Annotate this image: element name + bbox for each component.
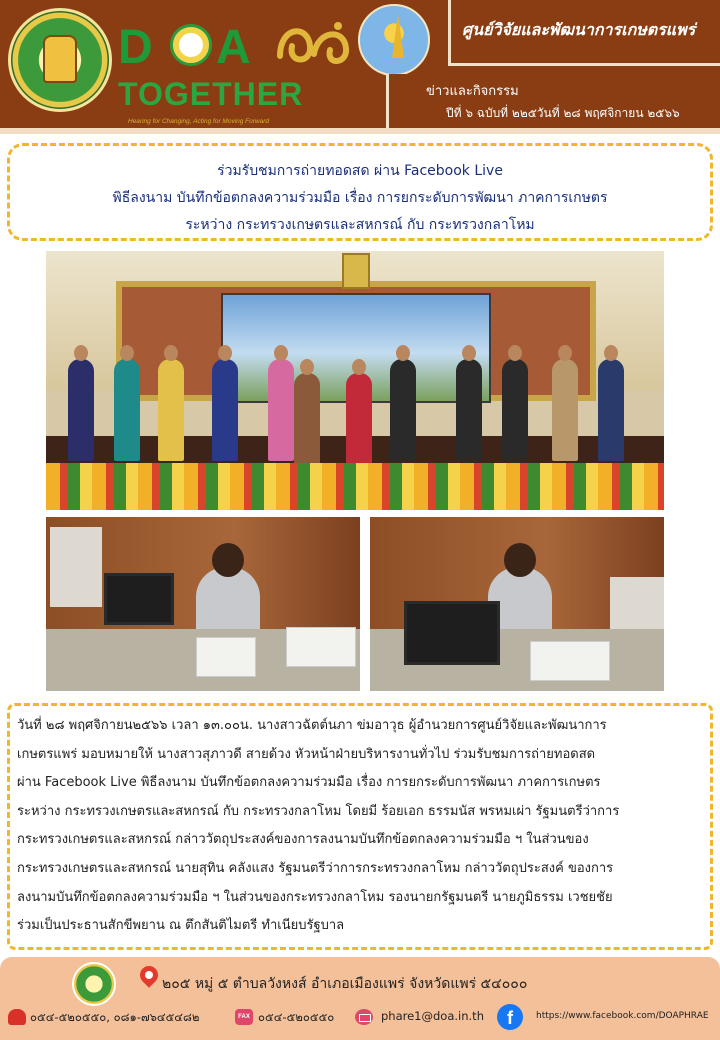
email-icon — [355, 1009, 373, 1025]
doa-seal-logo — [8, 8, 112, 112]
signing-ceremony-photo — [46, 251, 664, 510]
staff-watching-photo-2 — [370, 517, 664, 691]
brand-together: TOGETHER — [118, 76, 304, 112]
center-name: ศูนย์วิจัยและพัฒนาการเกษตรแพร่ — [462, 20, 696, 39]
royal-portrait — [342, 253, 370, 289]
headline-line: พิธีลงนาม บันทึกข้อตกลงความร่วมมือ เรื่อง การยกระดับการพัฒนา ภาคการเกษตร — [112, 190, 608, 206]
brand-d: D — [118, 21, 155, 74]
phone-numbers[interactable]: ๐๕๔-๕๒๐๕๕๐, ๐๘๑-๗๖๔๕๔๘๒ — [30, 1010, 200, 1024]
fax-icon: FAX — [235, 1009, 253, 1025]
brand-o-badge-icon — [170, 24, 212, 66]
article-line: วันที่ ๒๘ พฤศจิกายน๒๕๖๖ เวลา ๑๓.๐๐น. นางสาวฉัตต์นภา ข่มอาวุธ ผู้อำนวยการศูนย์วิจัยและพัฒนาการ — [17, 718, 607, 733]
staff-watching-photo-1 — [46, 517, 360, 691]
temple-pagoda-image — [358, 4, 430, 76]
headline-line: ร่วมรับชมการถ่ายทอดสด ผ่าน Facebook Live — [217, 163, 503, 179]
article-line: เกษตรแพร่ มอบหมายให้ นางสาวสุภาวดี สายด้วง หัวหน้าฝ่ายบริหารงานทั่วไป ร่วมรับชมการถ่ายทอดสด — [17, 746, 596, 762]
brand-a: A — [216, 21, 251, 74]
email-address[interactable]: phare1@doa.in.th — [381, 1009, 484, 1023]
article-line: กระทรวงเกษตรและสหกรณ์ นายสุทิน คลังแสง รัฐมนตรีว่าการกระทรวงกลาโหม กล่าววัตถุประสงค์ ของการ — [17, 860, 614, 876]
headline-box — [7, 143, 713, 241]
brand-tagline: Hearing for Changing, Acting for Moving Forward — [128, 118, 270, 125]
article-line: ระหว่าง กระทรวงเกษตรและสหกรณ์ กับ กระทรวงกลาโหม โดยมี ร้อยเอก ธรรมนัส พรหมเผ่า รัฐมนตรีว่าการ — [17, 803, 620, 819]
fax-number[interactable]: ๐๕๔-๕๒๐๕๕๐ — [258, 1010, 335, 1024]
stage-flowers — [46, 463, 664, 510]
article-line: กระทรวงเกษตรและสหกรณ์ กล่าววัตถุประสงค์ของการลงนามบันทึกข้อตกลงความร่วมมือ ฯ ในส่วนของ — [17, 832, 589, 848]
issue-info: ปีที่ ๖ ฉบับที่ ๒๒๕วันที่ ๒๘ พฤศจิกายน ๒๕๖๖ — [446, 106, 680, 120]
anniversary-script-icon — [274, 16, 354, 70]
article-line: ผ่าน Facebook Live พิธีลงนาม บันทึกข้อตกลงความร่วมมือ เรื่อง การยกระดับการพัฒนา ภาคการเกษตร — [17, 775, 601, 791]
news-section-label: ข่าวและกิจกรรม — [426, 84, 519, 99]
doa-together-logo — [116, 14, 364, 126]
headline-line: ระหว่าง กระทรวงเกษตรและสหกรณ์ กับ กระทรวงกลาโหม — [185, 217, 535, 233]
article-line: ลงนามบันทึกข้อตกลงความร่วมมือ ฯ ในส่วนของกระทรวงกลาโหม รองนายกรัฐมนตรี นายภูมิธรรม เวชยชัย — [17, 889, 613, 905]
header-divider — [0, 128, 720, 134]
facebook-icon[interactable]: f — [497, 1004, 523, 1030]
article-body — [7, 703, 713, 950]
doa-seal-small-logo — [72, 962, 116, 1006]
facebook-link[interactable]: https://www.facebook.com/DOAPHRAE — [536, 1011, 709, 1021]
address: ๒๐๕ หมู่ ๕ ตำบลวังหงส์ อำเภอเมืองแพร่ จังหวัดแพร่ ๕๔๐๐๐ — [162, 976, 528, 992]
article-line: ร่วมเป็นประธานสักขีพยาน ณ ตึกสันติไมตรี ทำเนียบรัฐบาล — [17, 918, 345, 934]
phone-icon — [8, 1009, 26, 1025]
